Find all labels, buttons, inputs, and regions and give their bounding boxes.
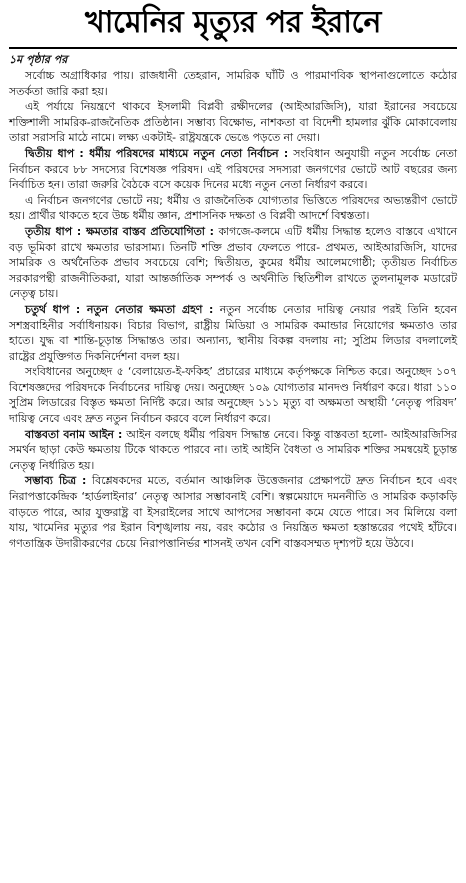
paragraph-text: নতুন সর্বোচ্চ নেতার দায়িত্ব নেয়ার পরই তিনি হবেন সশস্ত্রবাহিনীর সর্বাধিনায়ক। বিচার বিভাগ, রাষ্ট্রীয় মিডিয়া ও সামরিক কমান্ডার নিয়োগের ক্ষমতাও তার হাতে। যুদ্ধ বা শান্তি-চূড়ান্ত সিদ্ধান্তও তার। অন্যান্য, স্থানীয় বিকল্প বদলায় না; সুপ্রিম লিডার বদলালেই রাষ্ট্রের প্রযুক্তিগত দিকনির্দেশনা বদল হয়। <box>9 302 457 363</box>
subheading: বাস্তবতা বনাম আইন : <box>25 427 123 441</box>
paragraph-text: আইন বলছে ধর্মীয় পরিষদ সিদ্ধান্ত নেবে। কিন্তু বাস্তবতা হলো- আইআরজিসির সমর্থন ছাড়া কেউ ক্ষমতায় টিকে থাকতে পারবে না। তাই আইনি বৈধতা ও সামরিক শক্তির সমন্বয়েই চূড়ান্ত নেতৃত্ব নির্ধারিত হয়। <box>9 427 457 472</box>
subheading: চতুর্থ ধাপ : নতুন নেতার ক্ষমতা গ্রহণ : <box>25 302 214 316</box>
paragraph-text: এই পর্যায়ে নিয়ন্ত্রণে থাকবে ইসলামী বিপ্লবী রক্ষীদলের (আইআরজিসি), যারা ইরানের সবচেয়ে শক্তিশালী সামরিক-রাজনৈতিক প্রতিষ্ঠান। সম্ভাব্য বিক্ষোভ, নাশকতা বা বিদেশী হামলার ঝুঁকি মোকাবেলায় তারা সরাসরি মাঠে নামে। লক্ষ্য একটাই- রাষ্ট্রযন্ত্রকে ভেঙে পড়তে না দেয়া। <box>9 100 457 145</box>
paragraph-text: সংবিধানের অনুচ্ছেদ ৫ ‘বেলায়েত-ই-ফকিহ’ প্রচারের মাধ্যমে কর্তৃপক্ষকে নিশ্চিত করে। অনুচ্ছেদ ১০৭ বিশেষজ্ঞদের পরিষদকে নির্বাচনের দায়িত্ব দেয়। অনুচ্ছেদ ১০৯ যোগ্যতার মানদণ্ড নির্ধারণ করে। ধারা ১১০ সুপ্রিম লিডারের বিস্তৃত ক্ষমতা নির্দিষ্ট করে। আর অনুচ্ছেদ ১১১ মৃত্যু বা অক্ষমতা অস্থায়ী ‘নেতৃত্ব পরিষদ’ দায়িত্ব নেবে এবং দ্রুত নতুন নির্বাচন করবে বলে নির্ধারণ করে। <box>9 365 457 426</box>
article-body <box>9 68 457 551</box>
paragraph <box>9 193 457 224</box>
paragraph-text: বিশ্লেষকদের মতে, বর্তমান আঞ্চলিক উত্তেজনার প্রেক্ষাপটে দ্রুত নির্বাচন হবে এবং নিরাপত্তাকেন্দ্রিক ‘হার্ডলাইনার’ নেতৃত্ব আসার সম্ভাবনাই বেশি। স্বল্পমেয়াদে দমননীতি ও সামরিক কড়াকড়ি বাড়তে পারে, আর যুক্তরাষ্ট্র বা ইসরাইলের সাথে আপসের সম্ভাবনা কমে যেতে পারে। সব মিলিয়ে বলা যায়, খামেনির মৃত্যুর পর ইরান বিশৃঙ্খলায় নয়, বরং কঠোর ও নিয়ন্ত্রিত ক্ষমতা হস্তান্তরের পথেই হাঁটবে। গণতান্ত্রিক উদারীকরণের চেয়ে নিরাপত্তানির্ভর শাসনই তখন বেশি বাস্তবসম্মত দৃশ্যপট হয়ে উঠবে। <box>9 474 457 550</box>
headline-divider <box>9 47 457 49</box>
paragraph-text: সর্বোচ্চ অগ্রাধিকার পায়। রাজধানী তেহরান, সামরিক ঘাঁটি ও পারমাণবিক স্থাপনাগুলোতে কঠোর সতর্কতা জারি করা হয়। <box>9 69 457 98</box>
headline: খামেনির মৃত্যুর পর ইরানে <box>85 5 381 40</box>
paragraph <box>9 68 457 99</box>
paragraph-text: এ নির্বাচন জনগণের ভোটে নয়; ধর্মীয় ও রাজনৈতিক যোগ্যতার ভিত্তিতে পরিষদের অভ্যন্তরীণ ভোটে হয়। প্রার্থীর থাকতে হবে উচ্চ ধর্মীয় জ্ঞান, প্রশাসনিক দক্ষতা ও বিপ্লবী আদর্শে বিশ্বস্ততা। <box>9 193 457 223</box>
paragraph <box>9 146 457 193</box>
paragraph <box>9 224 457 302</box>
paragraph <box>9 99 457 146</box>
subheading: তৃতীয় ধাপ : ক্ষমতার বাস্তব প্রতিযোগিতা : <box>25 224 214 238</box>
paragraph <box>9 427 457 474</box>
subheading: সম্ভাব্য চিত্র : <box>25 474 87 488</box>
subheading: দ্বিতীয় ধাপ : ধর্মীয় পরিষদের মাধ্যমে নতুন নেতা নির্বাচন : <box>25 146 289 160</box>
paragraph <box>9 473 457 551</box>
paragraph <box>9 364 457 426</box>
paragraph-text: কাগজে-কলমে এটি ধর্মীয় সিদ্ধান্ত হলেও বাস্তবে এখানে বড় ভূমিকা রাখে ক্ষমতার ভারসাম্য। তিনটি শক্তি প্রভাব ফেলতে পারে- প্রথমত, আইআরজিসি, যাদের সামরিক ও অর্থনৈতিক প্রভাব সবচেয়ে বেশি; দ্বিতীয়ত, কুমের ধর্মীয় আলেমগোষ্ঠী; তৃতীয়ত নির্বাচিত সরকারপন্থী রাজনীতিকরা, যারা আন্তর্জাতিক সম্পর্ক ও অর্থনীতি স্থিতিশীল রাখতে তুলনামূলক মডারেট নেতৃত্ব চায়। <box>9 224 458 301</box>
paragraph <box>9 302 457 364</box>
paragraph-text: সংবিধান অনুযায়ী নতুন সর্বোচ্চ নেতা নির্বাচন করবে ৮৮ সদস্যের বিশেষজ্ঞ পরিষদ। এই পরিষদের সদস্যরা জনগণের ভোটে আট বছরের জন্য নির্বাচিত হন। তারা জরুরি বৈঠকে বসে কয়েক দিনের মধ্যে নতুন নেতা নির্ধারণ করবে। <box>9 146 457 192</box>
continued-from-label: ১ম পৃষ্ঠার পর <box>9 53 68 66</box>
